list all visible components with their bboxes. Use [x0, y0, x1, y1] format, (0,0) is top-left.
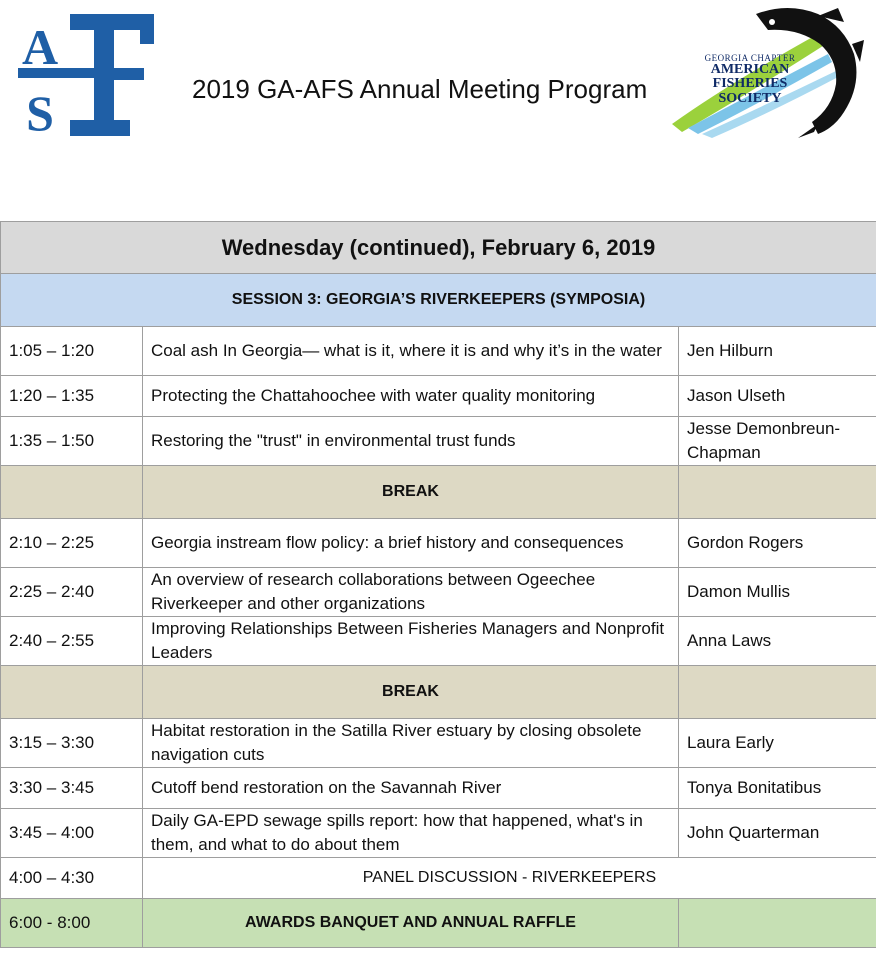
talk-time: 1:20 – 1:35 [1, 376, 143, 417]
table-row [1, 417, 876, 466]
page-header [0, 0, 876, 160]
talk-title: Protecting the Chattahoochee with water quality monitoring [143, 376, 679, 417]
talk-speaker: Tonya Bonitatibus [679, 768, 876, 809]
chapter-line2: AMERICAN [710, 62, 790, 78]
banquet-title: AWARDS BANQUET AND ANNUAL RAFFLE [143, 899, 679, 948]
break-speaker-cell [679, 466, 876, 519]
afs-letter-s: S [26, 85, 54, 138]
break-time-cell [1, 466, 143, 519]
break-label: BREAK [143, 466, 679, 519]
banquet-row [1, 899, 876, 948]
talk-speaker: Jason Ulseth [679, 376, 876, 417]
talk-time: 2:10 – 2:25 [1, 519, 143, 568]
talk-time: 3:15 – 3:30 [1, 719, 143, 768]
panel-title: PANEL DISCUSSION - RIVERKEEPERS [143, 858, 876, 899]
talk-speaker: Anna Laws [679, 617, 876, 666]
talk-speaker: John Quarterman [679, 809, 876, 858]
talk-speaker: Jen Hilburn [679, 327, 876, 376]
table-row [1, 768, 876, 809]
chapter-line1: GEORGIA CHAPTER [704, 53, 796, 63]
day-title: Wednesday (continued), February 6, 2019 [1, 222, 876, 274]
break-label: BREAK [143, 666, 679, 719]
talk-time: 1:35 – 1:50 [1, 417, 143, 466]
afs-logo [16, 12, 156, 138]
afs-letter-a: A [21, 19, 59, 75]
talk-title: Georgia instream flow policy: a brief history and consequences [143, 519, 679, 568]
table-row [1, 719, 876, 768]
break-speaker-cell [679, 666, 876, 719]
talk-time: 2:25 – 2:40 [1, 568, 143, 617]
table-row [1, 568, 876, 617]
talk-title: Restoring the "trust" in environmental trust funds [143, 417, 679, 466]
program-table [0, 221, 876, 948]
banquet-time: 6:00 - 8:00 [1, 899, 143, 948]
session-title: SESSION 3: GEORGIA’S RIVERKEEPERS (SYMPOSIA) [1, 274, 876, 327]
day-header-row [1, 222, 876, 274]
talk-title: Coal ash In Georgia— what is it, where it is and why it’s in the water [143, 327, 679, 376]
talk-speaker: Jesse Demonbreun-Chapman [679, 417, 876, 466]
talk-time: 2:40 – 2:55 [1, 617, 143, 666]
talk-title: An overview of research collaborations between Ogeechee Riverkeeper and other organizations [143, 568, 679, 617]
break-row [1, 666, 876, 719]
talk-title: Daily GA-EPD sewage spills report: how that happened, what's in them, and what to do about them [143, 809, 679, 858]
talk-title: Improving Relationships Between Fisheries Managers and Nonprofit Leaders [143, 617, 679, 666]
talk-title: Habitat restoration in the Satilla River estuary by closing obsolete navigation cuts [143, 719, 679, 768]
table-row [1, 617, 876, 666]
talk-time: 3:30 – 3:45 [1, 768, 143, 809]
panel-time: 4:00 – 4:30 [1, 858, 143, 899]
break-time-cell [1, 666, 143, 719]
page-title: 2019 GA-AFS Annual Meeting Program [192, 74, 648, 104]
talk-time: 3:45 – 4:00 [1, 809, 143, 858]
panel-row [1, 858, 876, 899]
break-row [1, 466, 876, 519]
chapter-line3: FISHERIES [712, 76, 788, 92]
talk-title: Cutoff bend restoration on the Savannah River [143, 768, 679, 809]
table-row [1, 376, 876, 417]
table-row [1, 519, 876, 568]
talk-time: 1:05 – 1:20 [1, 327, 143, 376]
banquet-empty-cell [679, 899, 876, 948]
chapter-line4: SOCIETY [718, 90, 782, 106]
talk-speaker: Damon Mullis [679, 568, 876, 617]
session-header-row [1, 274, 876, 327]
table-row [1, 327, 876, 376]
talk-speaker: Laura Early [679, 719, 876, 768]
chapter-logo-text [690, 54, 810, 106]
table-row [1, 809, 876, 858]
talk-speaker: Gordon Rogers [679, 519, 876, 568]
